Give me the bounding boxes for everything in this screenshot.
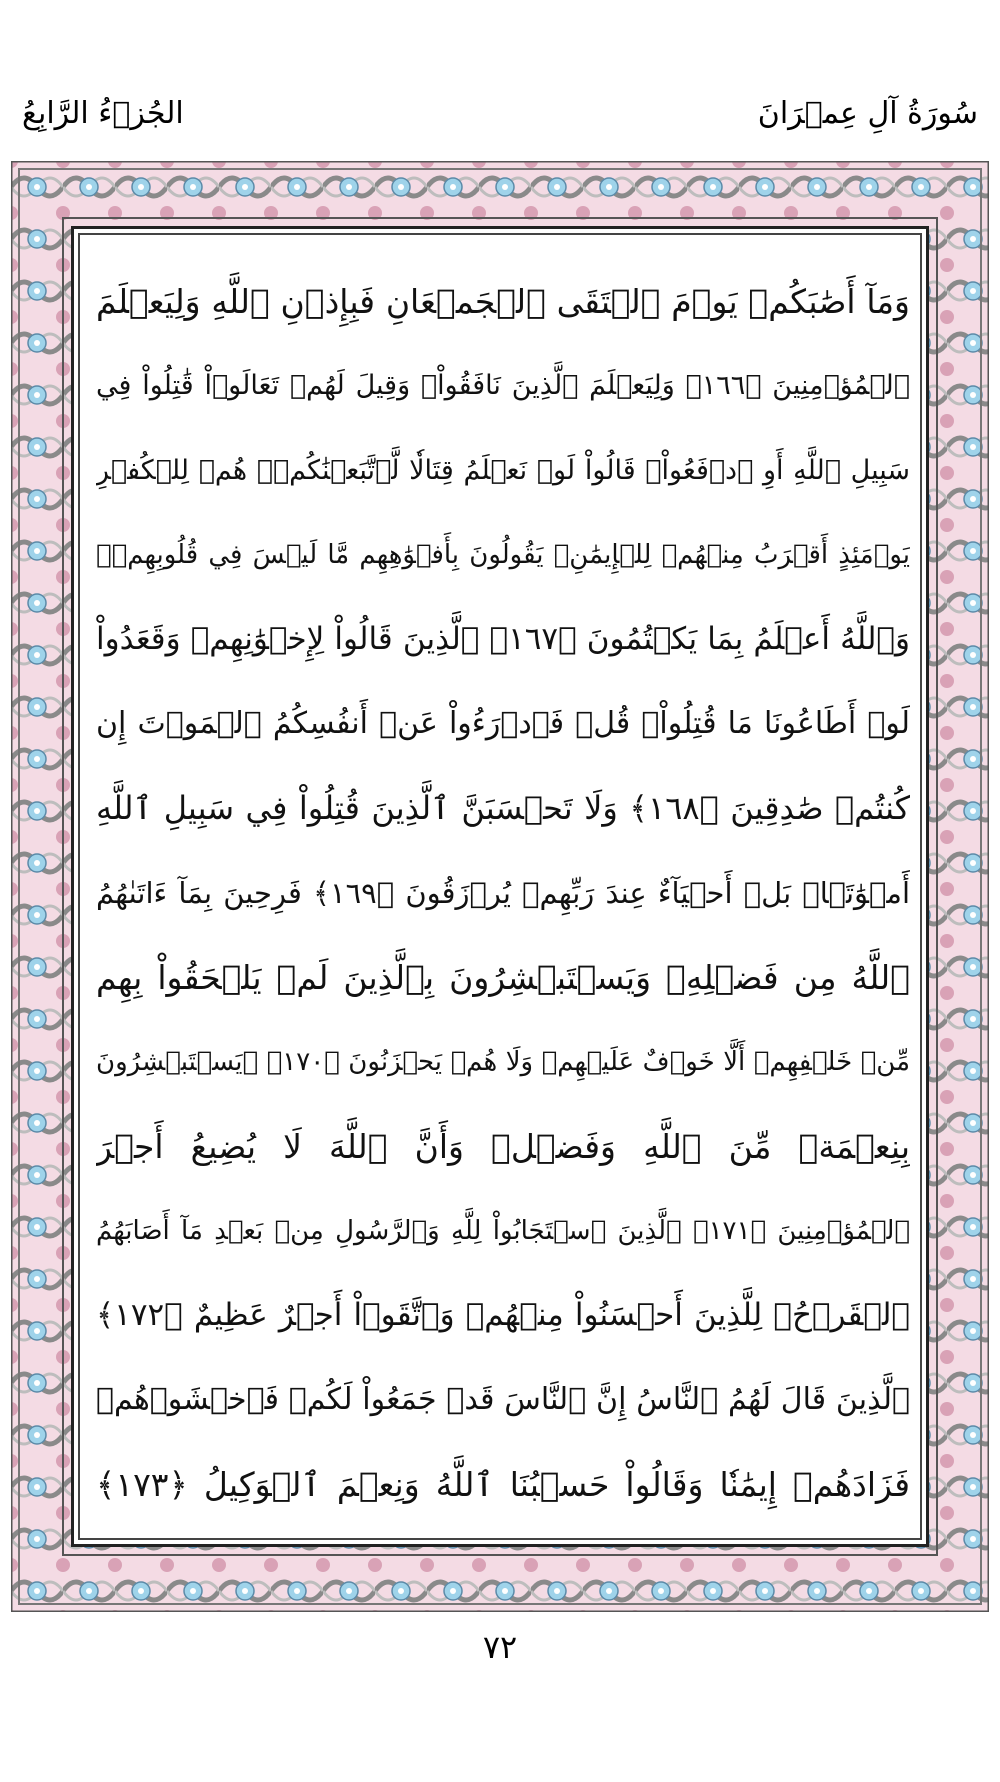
verse-line: أَمۡوَٰتَۢاۚ بَلۡ أَحۡيَآءٌ عِندَ رَبِّهِمۡ يُرۡزَقُونَ ﴿١٦٩﴾ فَرِحِينَ بِمَآ ءَاتَىٰهُمُ (96, 875, 910, 910)
verse-line: يَوۡمَئِذٍ أَقۡرَبُ مِنۡهُمۡ لِلۡإِيمَٰنِۚ يَقُولُونَ بِأَفۡوَٰهِهِم مَّا لَيۡسَ فِي قُلُوبِهِمۡۚ (96, 539, 910, 570)
ornamental-frame (11, 161, 989, 1612)
verse-line: كُنتُمۡ صَٰدِقِينَ ﴿١٦٨﴾ وَلَا تَحۡسَبَنَّ ٱلَّذِينَ قُتِلُواْ فِي سَبِيلِ ٱللَّهِ (96, 789, 910, 828)
surah-name: سُورَةُ آلِ عِمۡرَانَ (757, 95, 978, 131)
verse-lines (96, 259, 910, 1527)
verse-line: بِنِعۡمَةٖ مِّنَ ٱللَّهِ وَفَضۡلٖ وَأَنَّ ٱللَّهَ لَا يُضِيعُ أَجۡرَ (96, 1126, 910, 1166)
page-body (71, 226, 929, 1547)
juz-name: الجُزۡءُ الرَّابِعُ (22, 95, 184, 131)
verse-line: مِّنۡ خَلۡفِهِمۡ أَلَّا خَوۡفٌ عَلَيۡهِمۡ وَلَا هُمۡ يَحۡزَنُونَ ﴿١٧٠﴾ ۞يَسۡتَبۡشِرُونَ (96, 1046, 910, 1077)
verse-line: ٱلۡقَرۡحُۚ لِلَّذِينَ أَحۡسَنُواْ مِنۡهُمۡ وَٱتَّقَوۡاْ أَجۡرٌ عَظِيمٌ ﴿١٧٢﴾ (96, 1297, 910, 1334)
verse-line: سَبِيلِ ٱللَّهِ أَوِ ٱدۡفَعُواْۖ قَالُواْ لَوۡ نَعۡلَمُ قِتَالٗا لَّٱتَّبَعۡنَٰكُمۡۗ هُمۡ لِلۡكُفۡرِ (96, 454, 910, 486)
verse-line: وَمَآ أَصَٰبَكُمۡ يَوۡمَ ٱلۡتَقَى ٱلۡجَمۡعَانِ فَبِإِذۡنِ ٱللَّهِ وَلِيَعۡلَمَ (96, 281, 910, 321)
page-number: ٧٢ (482, 1628, 518, 1666)
verse-line: لَوۡ أَطَاعُونَا مَا قُتِلُواْۗ قُلۡ فَٱدۡرَءُواْ عَنۡ أَنفُسِكُمُ ٱلۡمَوۡتَ إِن (96, 706, 910, 742)
verse-line: وَٱللَّهُ أَعۡلَمُ بِمَا يَكۡتُمُونَ ﴿١٦٧﴾ ٱلَّذِينَ قَالُواْ لِإِخۡوَٰنِهِمۡ وَقَعَدُواْ (96, 621, 910, 658)
verse-line: فَزَادَهُمۡ إِيمَٰنٗا وَقَالُواْ حَسۡبُنَا ٱللَّهُ وَنِعۡمَ ٱلۡوَكِيلُ ﴿١٧٣﴾ (96, 1464, 910, 1504)
verse-line: ٱللَّهُ مِن فَضۡلِهِۦ وَيَسۡتَبۡشِرُونَ بِٱلَّذِينَ لَمۡ يَلۡحَقُواْ بِهِم (96, 957, 910, 997)
verse-line: ٱلۡمُؤۡمِنِينَ ﴿١٦٦﴾ وَلِيَعۡلَمَ ٱلَّذِينَ نَافَقُواْۚ وَقِيلَ لَهُمۡ تَعَالَوۡاْ قَٰتِلُواْ فِي (96, 370, 910, 402)
page-header (22, 88, 978, 138)
verse-line: ٱلۡمُؤۡمِنِينَ ﴿١٧١﴾ ٱلَّذِينَ ٱسۡتَجَابُواْ لِلَّهِ وَٱلرَّسُولِ مِنۢ بَعۡدِ مَآ أَصَابَهُمُ (96, 1215, 910, 1246)
verse-line: ٱلَّذِينَ قَالَ لَهُمُ ٱلنَّاسُ إِنَّ ٱلنَّاسَ قَدۡ جَمَعُواْ لَكُمۡ فَٱخۡشَوۡهُمۡ (96, 1382, 910, 1418)
